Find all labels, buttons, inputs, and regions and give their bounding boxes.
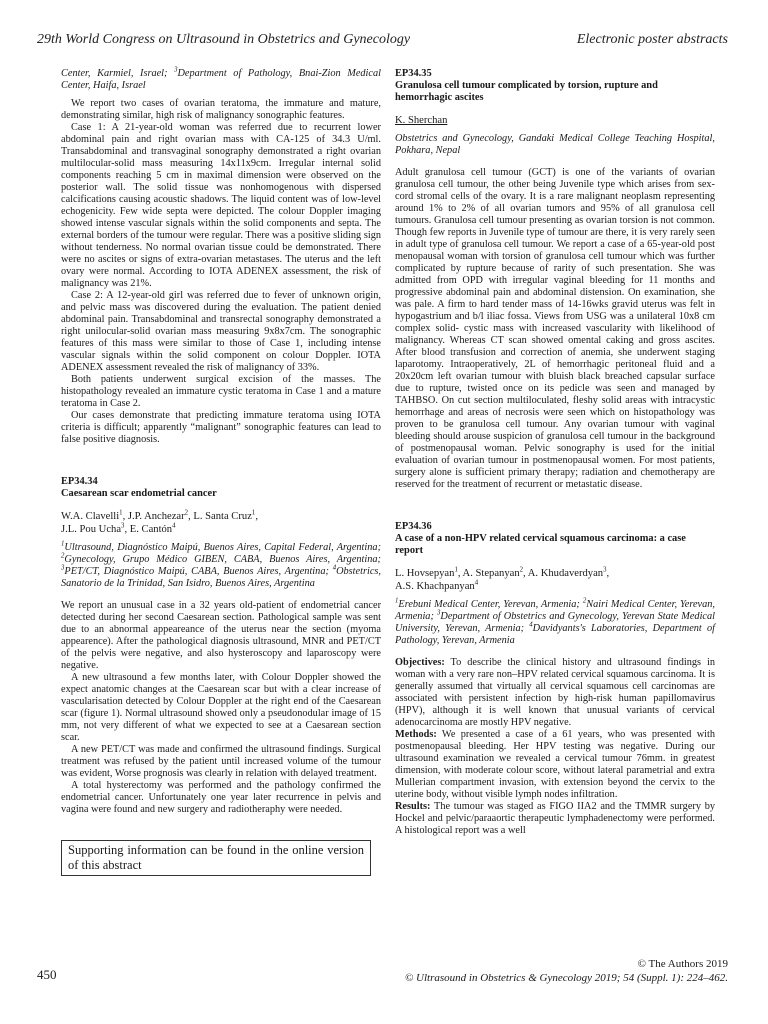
authors-line: L. Hovsepyan$^1$, A. Stepanyan$^2$, A. Khudaverdyan$^3$, bbox=[395, 566, 610, 579]
abstract-affiliations: Obstetrics and Gynecology, Gandaki Medical College Teaching Hospital, Pokhara, Nepal bbox=[395, 133, 715, 156]
continued-paragraph: Case 1: A 21-year-old woman was referred due to recurrent lower abdominal pain and right ovarian mass with CA-125 of 34.3 U/ml. Transabdominal and transvaginal sonography demonstrated a right ovarian multilocular-solid mass measuring 14x11x9cm. Irregular internal solid components reaching 5 cm in maximal dimension were observed on the posterior wall. The solid tissue was nonhomogenous with dispersed calcifications causing acoustic shadows. The liquid content was of low-level echogenicity. Few wide septa were depicted. The colour Doppler imaging showed intense vascular signals within the solid components and septa. The external borders of the tumour were regular. There was a positive sliding sign without tenderness. No normal ovarian tissue could be demonstrated. There were no ascites or signs of extra-ovarian metastases. The uterus and the left ovary were normal. According to IOTA ADENEX assessment, the risk of malignancy was 21%. bbox=[61, 122, 381, 289]
methods-paragraph bbox=[395, 729, 715, 801]
left-column bbox=[61, 68, 381, 876]
abstract-author: K. Sherchan bbox=[395, 115, 448, 126]
running-header-title: 29th World Congress on Ultrasound in Obstetrics and Gynecology bbox=[37, 32, 411, 47]
abstract-affiliations: $^1$Erebuni Medical Center, Yerevan, Armenia; $^2$Nairi Medical Center, Yerevan, Armenia; $^3$Department of Obstetrics and Gynecology, Yerevan State Medical University, Yerevan, Armenia; $^4$Davidyants's Laboratories, Department of Pathology, Yerevan, Armenia bbox=[395, 597, 716, 646]
continued-paragraph: Our cases demonstrate that predicting immature teratoma using IOTA criteria is difficult; apparently “malignant” sonographic features can lead to false positive diagnosis. bbox=[61, 410, 381, 445]
page-number: 450 bbox=[37, 967, 57, 982]
authors-line: W.A. Clavelli$^1$, J.P. Anchezar$^2$, L. Santa Cruz$^1$, bbox=[61, 509, 258, 522]
objectives-paragraph bbox=[395, 657, 715, 729]
abstract-title: A case of a non-HPV related cervical squamous carcinoma: a case report bbox=[395, 533, 686, 556]
abstract-code: EP34.36 bbox=[395, 521, 432, 532]
abstract-title: Caesarean scar endometrial cancer bbox=[61, 488, 217, 499]
running-header-section: Electronic poster abstracts bbox=[576, 32, 728, 47]
methods-text: We presented a case of a 61 years, who was presented with postmenopausal bleeding. Her HPV testing was negative. During our ultrasound examination we revealed a cervical tumour 76mm. in greatest dimension, with moderate colour score, without lateral parametrial and extra Mullerian compartment invasion, with extension beyond the cervix to the uterine body, without visible lymph nodes infiltration. bbox=[395, 729, 716, 800]
right-column bbox=[395, 68, 715, 837]
supporting-info-box: Supporting information can be found in the online version of this abstract bbox=[61, 840, 371, 876]
journal-citation: © Ultrasound in Obstetrics & Gynecology 2019; 54 (Suppl. 1): 224–462. bbox=[404, 972, 728, 984]
continued-affiliation: Center, Karmiel, Israel; $^3$Department of Pathology, Bnai-Zion Medical Center, Haifa, Israel bbox=[61, 66, 381, 91]
abstract-code: EP34.35 bbox=[395, 68, 432, 79]
objectives-label: Objectives: bbox=[395, 657, 445, 668]
copyright-line: © The Authors 2019 bbox=[637, 958, 728, 970]
abstract-affiliations: $^1$Ultrasound, Diagnóstico Maipú, Buenos Aires, Capital Federal, Argentina; $^2$Gynecology, Grupo Médico GIBEN, CABA, Buenos Aires, Argentina; $^3$PET/CT, Diagnóstico Maipú, CABA, Buenos Aires, Argentina; $^4$Obstetrics, Sanatorio de la Trinidad, San Isidro, Buenos Aires, Argentina bbox=[61, 540, 381, 589]
continued-paragraph: Case 2: A 12-year-old girl was referred due to fever of unknown origin, and pelvic mass was discovered during the evaluation. The patient denied abdominal pain. Transabdominal and transrectal sonography demonstrated a right unilocular-solid ovarian mass measuring 9x8x7cm. The sonographic features of this mass were similar to those of Case 1, including intense vascular signals within the solid component on colour Doppler. IOTA ADENEX assessment revealed the risk of malignancy of 33%. bbox=[61, 290, 381, 373]
abstract-body: Adult granulosa cell tumour (GCT) is one of the variants of ovarian granulosa cell tumour, the other being Juvenile type which arises from sex-cord stromal cells of the ovary. It is a rare malignant neoplasm representing around 1% to 2% of all ovarian tumors and 95% of all granulosa cell tumours. Granulosa cell tumour presenting as ovarian torsion is not common. Though few reports in Juvenile type of tumour are there, it is very rarely seen in adult type of granulosa cell tumour. We report a case of a 65-year-old post menopausal woman with torsion of granulosa cell tumour which was further complicated by rupture because of rarity of such presentation. She was admitted from OPD with irregular vaginal bleeding for 11 months and progressive abdominal pain and abdominal distension. On examination, she was pale. A firm to hard tender mass of 14-16wks gravid uterus was felt in hypogastrium and b/l iliac fossa. Views from USG was a unilateral 10x8 cm complex solid- cystic mass with increased vascularity with likelihood of malignancy. Whereas CT scan showed omental caking and gross ascites. After blood transfusion and correction of anemia, she underwent staging laparotomy. Intraoperatively, 2L of hemorrhagic peritoneal fluid and a 20x20cm left ovarian tumour with bluish black breached capsular surface due to rupture, twisted once on its pedicle was seen and managed by TAHBSO. On cut section multiloculated, fleshy solid areas with intracystic hemorrhage and areas of necrosis were seen which on histopathology was proven to be granulosa cell tumour. Any ovarian tumour with vaginal bleeding should arouse suspicion of granulosa cell tumour in the background of postmenopausal woman. Pelvic sonography is used for the initial evaluation of ovarian tumour in postmenopausal women. For most patients, surgery alone is sufficient primary therapy; radiation and chemotherapy are reserved for the treatment of recurrent or metastatic disease. bbox=[395, 167, 715, 490]
abstract-authors bbox=[395, 567, 715, 593]
results-text: The tumour was staged as FIGO IIA2 and the TMMR surgery by Hockel and pelvic/paraaortic therapeutic lymphadenectomy were performed. A histological report was a well bbox=[395, 801, 716, 836]
abstract-authors bbox=[61, 510, 381, 536]
abstract-code: EP34.34 bbox=[61, 476, 98, 487]
methods-label: Methods: bbox=[395, 729, 437, 740]
abstract-title: Granulosa cell tumour complicated by torsion, rupture and hemorrhagic ascites bbox=[395, 80, 658, 103]
results-paragraph bbox=[395, 801, 715, 837]
results-label: Results: bbox=[395, 801, 431, 812]
abstract-paragraph: A total hysterectomy was performed and the pathology confirmed the endometrial cancer. Unfortunately one year later recurrence in pelvis and vagina were found and new surgery and radiotheraphy were needed. bbox=[61, 780, 381, 815]
authors-line: A.S. Khachpanyan$^4$ bbox=[395, 579, 479, 592]
continued-paragraph: We report two cases of ovarian teratoma, the immature and mature, demonstrating similar, high risk of malignancy sonographic features. bbox=[61, 98, 381, 121]
abstract-paragraph: A new ultrasound a few months later, with Colour Doppler showed the expect anatomic changes at the Caesarean scar but with a clear increase of vascularisation detected by Colour Doppler at the right end of the Caesarean scar (figure 1). Normal ultrasound showed only a pseudonodular image of 15 mm, not very different of what we expected to see at a Caesarean section scar. bbox=[61, 672, 381, 743]
continued-paragraph: Both patients underwent surgical excision of the masses. The histopathology revealed an immature cystic teratoma in Case 1 and a mature teratoma in Case 2. bbox=[61, 374, 381, 409]
objectives-text: To describe the clinical history and ultrasound findings in woman with a very rare non–HPV related cervical squamous carcinoma. It is generally assumed that virtually all cervical squamous cell carcinomas are associated with persistent infection by high-risk human papillomavirus (HPV), although it is well known that unusual variants of cervical adenocarcinoma are mostly HPV negative. bbox=[395, 657, 715, 728]
abstract-paragraph: A new PET/CT was made and confirmed the ultrasound findings. Surgical treatment was refused by the patient until increased volume of the tumour was evident, Worse prognosis was clearly in relation with delayed treatment. bbox=[61, 744, 381, 779]
authors-line: J.L. Pou Ucha$^3$, E. Cantón$^4$ bbox=[61, 522, 176, 535]
abstract-paragraph: We report an unusual case in a 32 years old-patient of endometrial cancer detected during her second Caesarean section. Pathological sample was sent due to an abnormal appeareance of the uterus near the section (myoma appearence). After the pathological diagnosis ultrasound, MNR and PET/CT of the pelvis were negative, and also hysteroscopy and laparoscopy were negative. bbox=[61, 600, 381, 671]
